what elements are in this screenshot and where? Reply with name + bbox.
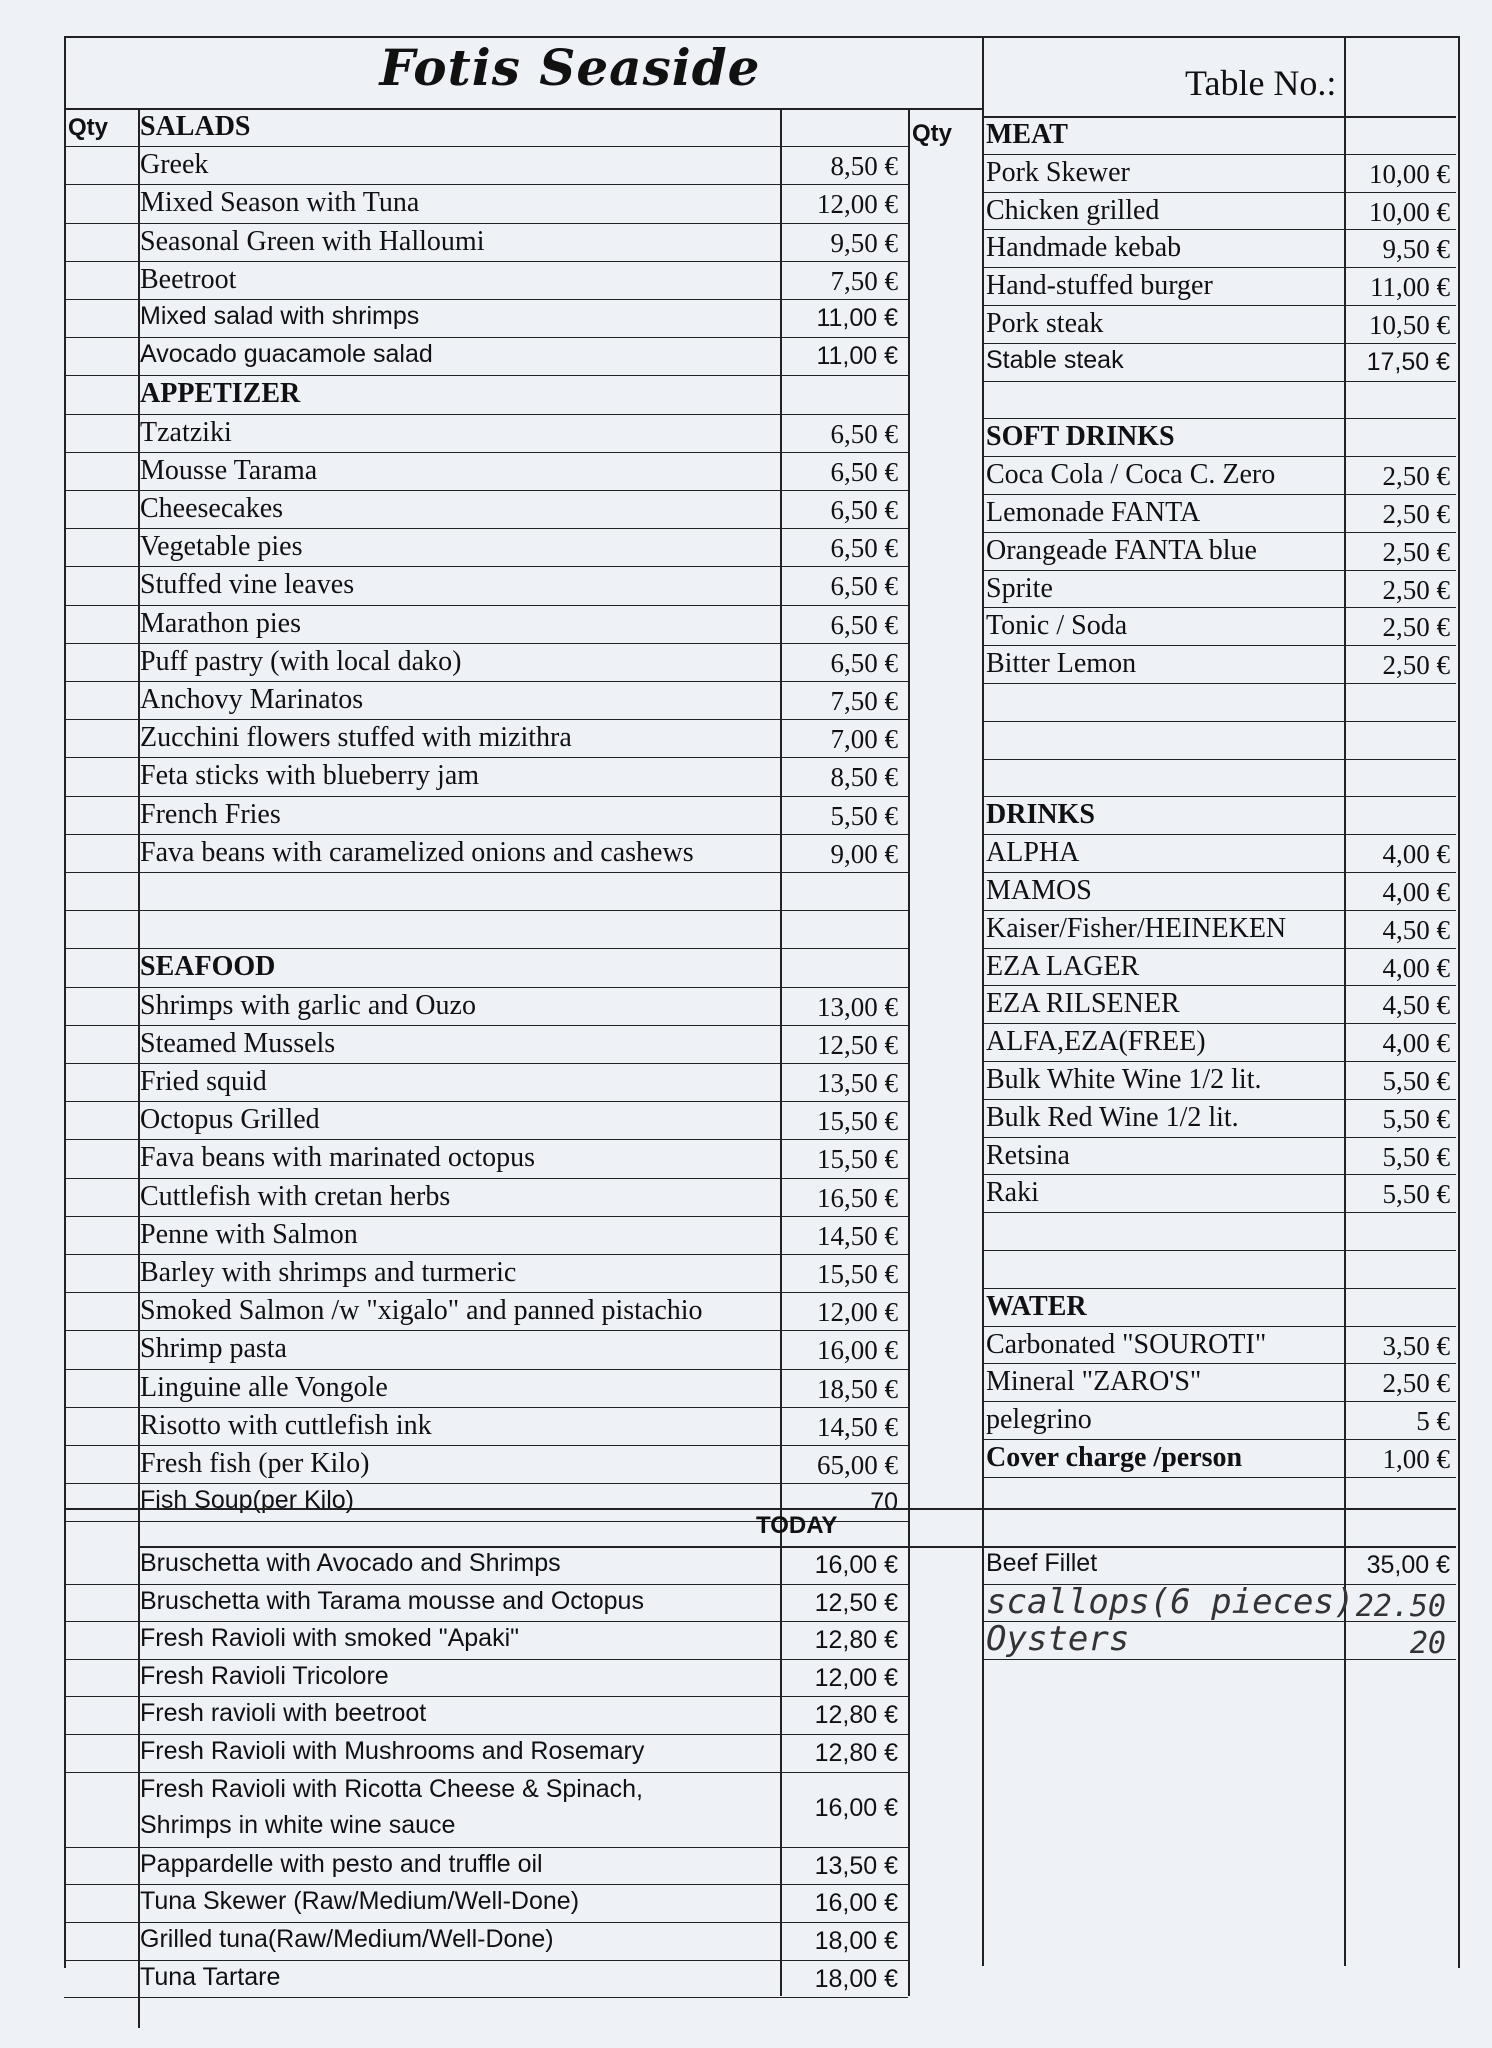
menu-item-row — [0, 1696, 902, 1734]
item-price: 2,50 € — [1382, 536, 1450, 567]
item-name: ALFA,EZA(FREE) — [986, 1026, 1206, 1058]
item-price: 4,00 € — [1382, 877, 1450, 907]
item-price: 16,00 € — [814, 1794, 898, 1823]
item-name: Fresh ravioli with beetroot — [140, 1699, 427, 1728]
item-name: Stable steak — [986, 345, 1124, 374]
item-price: 2,50 € — [1382, 650, 1450, 681]
item-name: EZA RILSENER — [986, 988, 1180, 1020]
item-name: Fresh Ravioli with smoked "Apaki" — [140, 1624, 519, 1653]
menu-item-row — [0, 456, 1450, 494]
section-header — [0, 796, 1450, 834]
row-rule — [982, 1659, 1456, 1660]
item-price: 11,00 € — [816, 304, 898, 332]
item-name: Pork Skewer — [986, 156, 1130, 188]
menu-item-row — [0, 1401, 1450, 1439]
item-name: Bruschetta with Tarama mousse and Octopus — [140, 1586, 644, 1615]
item-price: 5,50 € — [1382, 1141, 1450, 1172]
menu-item-row — [0, 570, 1450, 608]
row-rule — [64, 1997, 908, 1998]
section-header — [0, 418, 1450, 456]
item-name: Kaiser/Fisher/HEINEKEN — [986, 912, 1287, 944]
item-price: 18,00 € — [814, 1927, 898, 1955]
item-price: 6,50 € — [830, 495, 898, 525]
item-price: 17,50 € — [1366, 347, 1450, 376]
item-price: 5,50 € — [1382, 1179, 1450, 1210]
table-number-label: Table No.: — [1185, 63, 1337, 103]
item-price: 4,00 € — [1382, 839, 1450, 870]
section-header — [0, 116, 1450, 154]
item-name: Linguine alle Vongole — [140, 1371, 388, 1403]
item-name: Avocado guacamole salad — [140, 340, 433, 369]
item-name: Bitter Lemon — [986, 648, 1137, 680]
item-name: Puff pastry (with local dako) — [140, 645, 462, 677]
item-price: 12,50 € — [814, 1588, 898, 1617]
section-title: MEAT — [986, 119, 1068, 150]
menu-item-row — [0, 1581, 1450, 1624]
menu-item-row — [0, 267, 1450, 305]
item-name: Carbonated "SOUROTI" — [986, 1328, 1267, 1360]
item-price: 9,50 € — [1382, 234, 1450, 265]
item-name: Fish Soup(per Kilo) — [140, 1486, 354, 1515]
item-name: Shrimps with garlic and Ouzo — [140, 989, 476, 1021]
item-price: 5,50 € — [830, 800, 898, 831]
item-name: EZA LAGER — [986, 950, 1140, 982]
menu-item-row — [0, 1960, 902, 1998]
item-price: 9,50 € — [830, 227, 898, 258]
section-title: SOFT DRINKS — [986, 421, 1175, 453]
item-price: 12,00 € — [814, 1663, 898, 1692]
menu-item-row — [0, 1734, 902, 1772]
item-price: 35,00 € — [1366, 1551, 1450, 1579]
today-label: TODAY — [756, 1512, 838, 1539]
item-price: 5,50 € — [1382, 1066, 1450, 1096]
item-name: Pappardelle with pesto and truffle oil — [140, 1849, 543, 1878]
item-price: 2,50 € — [1382, 1368, 1450, 1399]
section-header — [0, 1288, 1450, 1326]
item-name: Shrimp pasta — [140, 1333, 287, 1365]
item-price: 4,50 € — [1382, 990, 1450, 1021]
item-name: Zucchini flowers stuffed with mizithra — [140, 722, 572, 754]
item-name: pelegrino — [986, 1404, 1092, 1436]
menu-item-row — [0, 872, 1450, 910]
item-price: 11,00 € — [816, 342, 898, 371]
item-price: 6,50 € — [830, 418, 898, 449]
menu-item-row — [0, 305, 1450, 343]
item-price: 7,50 € — [830, 686, 898, 716]
menu-item-row — [0, 1023, 1450, 1061]
item-name: Vegetable pies — [140, 531, 303, 563]
item-name: Mousse Tarama — [140, 454, 318, 486]
item-price: 16,00 € — [817, 1335, 898, 1366]
item-price: 2,50 € — [1382, 461, 1450, 492]
item-price: 2,50 € — [1382, 574, 1450, 605]
item-name: Mixed Season with Tuna — [140, 187, 420, 219]
restaurant-title: Fotis Seaside — [379, 38, 761, 97]
menu-item-row — [0, 381, 1450, 419]
item-name: Fava beans with marinated octopus — [140, 1142, 536, 1174]
item-name: Mixed salad with shrimps — [140, 302, 420, 330]
item-price: 4,00 € — [1382, 952, 1450, 983]
item-name-line-2: Shrimps in white wine sauce — [140, 1811, 456, 1840]
menu-item-row — [0, 192, 1450, 230]
section-title: DRINKS — [986, 799, 1095, 831]
item-name: Octopus Grilled — [140, 1104, 320, 1136]
item-price: 3,50 € — [1382, 1330, 1450, 1361]
section-title: APPETIZER — [140, 378, 301, 410]
item-name: Seasonal Green with Halloumi — [140, 225, 485, 257]
item-name: Retsina — [986, 1139, 1070, 1171]
menu-item-row — [0, 1061, 1450, 1099]
item-name: Stuffed vine leaves — [140, 569, 355, 601]
item-name: Steamed Mussels — [140, 1027, 336, 1059]
item-name: Anchovy Marinatos — [140, 684, 364, 715]
item-price: 12,50 € — [817, 1029, 898, 1060]
menu-item-row — [0, 1659, 902, 1697]
item-price: 9,00 € — [830, 838, 898, 869]
menu-item-row — [0, 834, 1450, 872]
item-price: 13,50 € — [817, 1068, 898, 1098]
item-name: Pork steak — [986, 308, 1104, 339]
item-name: Barley with shrimps and turmeric — [140, 1257, 517, 1288]
item-name: MAMOS — [986, 875, 1092, 906]
item-name: Smoked Salmon /w "xigalo" and panned pistachio — [140, 1295, 703, 1327]
item-name: scallops(6 pieces) — [986, 1581, 1355, 1622]
item-name: Orangeade FANTA blue — [986, 534, 1257, 566]
item-price: 65,00 € — [817, 1450, 898, 1480]
item-price: 12,80 € — [814, 1626, 898, 1655]
item-name: Cuttlefish with cretan herbs — [140, 1180, 451, 1212]
menu-item-row — [0, 759, 1450, 797]
item-price: 4,00 € — [1382, 1028, 1450, 1059]
menu-item-row — [0, 1326, 1450, 1364]
menu-item-row — [0, 343, 1450, 381]
item-price: 12,00 € — [817, 189, 898, 220]
menu-item-row — [0, 532, 1450, 570]
item-price: 7,00 € — [830, 724, 898, 755]
menu-item-row — [0, 985, 1450, 1023]
today-divider — [64, 1508, 1456, 1510]
item-price: 6,50 € — [830, 456, 898, 487]
item-name: Tonic / Soda — [986, 610, 1128, 642]
menu-item-row — [0, 229, 1450, 267]
item-name: Fava beans with caramelized onions and cashews — [140, 836, 694, 868]
menu-item-row — [0, 948, 1450, 986]
menu-item-row — [0, 1847, 902, 1885]
item-name: Marathon pies — [140, 607, 301, 639]
menu-item-row — [0, 607, 1450, 645]
menu-item-row — [0, 683, 1450, 721]
section-title: SALADS — [140, 111, 251, 142]
item-price: 10,00 € — [1369, 196, 1450, 227]
item-name: Hand-stuffed burger — [986, 270, 1213, 302]
item-price: 1,00 € — [1382, 1444, 1450, 1474]
item-price: 5,50 € — [1382, 1103, 1450, 1134]
item-price: 16,00 € — [814, 1551, 898, 1579]
menu-item-row — [0, 1884, 902, 1922]
item-name: Tuna Tartare — [140, 1962, 281, 1991]
item-price: 70 — [870, 1488, 898, 1517]
item-name: Risotto with cuttlefish ink — [140, 1409, 432, 1441]
item-price: 22.50 — [1355, 1588, 1446, 1624]
menu-item-row — [0, 645, 1450, 683]
menu-item-row — [0, 1137, 1450, 1175]
item-price: 2,50 € — [1382, 612, 1450, 643]
item-name: Chicken grilled — [986, 194, 1160, 226]
menu-item-row — [0, 1099, 1450, 1137]
menu-item-row — [0, 721, 1450, 759]
item-name: Greek — [140, 149, 209, 181]
item-price: 18,00 € — [814, 1964, 898, 1993]
item-price: 8,50 € — [830, 762, 898, 793]
item-name: Bulk Red Wine 1/2 lit. — [986, 1101, 1239, 1133]
item-price: 6,50 € — [830, 571, 898, 602]
item-name: ALPHA — [986, 837, 1080, 869]
menu-item-row — [0, 910, 1450, 948]
item-price: 12,80 € — [814, 1701, 898, 1730]
item-name: Fresh Ravioli with Ricotta Cheese & Spinach, — [140, 1774, 644, 1803]
item-name: Fresh fish (per Kilo) — [140, 1448, 370, 1479]
item-name: Raki — [986, 1177, 1039, 1209]
item-price: 18,50 € — [817, 1373, 898, 1404]
item-name: Handmade kebab — [986, 232, 1182, 264]
section-title: WATER — [986, 1290, 1087, 1322]
qty-header-left: Qty — [68, 114, 109, 141]
item-price: 4,50 € — [1382, 914, 1450, 945]
item-name: Cover charge /person — [986, 1442, 1243, 1473]
item-price: 13,00 € — [817, 991, 898, 1022]
item-name: Tzatziki — [140, 416, 232, 448]
menu-item-row — [0, 1363, 1450, 1401]
item-price: 6,50 € — [830, 609, 898, 640]
menu-item-row — [0, 1922, 902, 1960]
item-name: Mineral "ZARO'S" — [986, 1366, 1202, 1398]
menu-item-row — [0, 1546, 1450, 1584]
item-name: Lemonade FANTA — [986, 497, 1201, 528]
item-name: Bulk White Wine 1/2 lit. — [986, 1064, 1262, 1095]
item-name: Sprite — [986, 572, 1053, 604]
item-name: Fried squid — [140, 1066, 267, 1097]
item-price: 8,50 € — [830, 151, 898, 182]
item-price: 15,50 € — [817, 1106, 898, 1137]
menu-item-row — [0, 494, 1450, 532]
item-price: 5 € — [1416, 1406, 1450, 1437]
item-price: 20 — [1409, 1626, 1446, 1662]
menu-item-row — [0, 154, 1450, 192]
item-name: Beef Fillet — [986, 1549, 1098, 1577]
item-price: 16,50 € — [817, 1182, 898, 1213]
item-price: 14,50 € — [817, 1411, 898, 1442]
item-price: 2,50 € — [1382, 499, 1450, 529]
qty-header-right: Qty — [912, 120, 953, 147]
item-price: 12,80 € — [814, 1739, 898, 1767]
item-price: 10,00 € — [1369, 158, 1450, 189]
item-name: Penne with Salmon — [140, 1218, 358, 1250]
item-name: Feta sticks with blueberry jam — [140, 760, 480, 792]
item-name: Beetroot — [140, 263, 237, 295]
item-price: 16,00 € — [814, 1889, 898, 1918]
item-name: Fresh Ravioli Tricolore — [140, 1661, 389, 1690]
row-rule — [982, 1477, 1456, 1478]
item-price: 15,50 € — [817, 1144, 898, 1175]
item-price: 13,50 € — [814, 1851, 898, 1880]
item-name: Bruschetta with Avocado and Shrimps — [140, 1549, 561, 1577]
menu-item-row — [0, 1772, 902, 1847]
menu-item-row — [0, 1439, 1450, 1477]
menu-item-row — [0, 1212, 1450, 1250]
item-price: 6,50 € — [830, 647, 898, 678]
item-name: Cheesecakes — [140, 493, 284, 524]
item-name: Fresh Ravioli with Mushrooms and Rosemary — [140, 1737, 645, 1765]
item-name: Oysters — [986, 1619, 1130, 1660]
item-price: 12,00 € — [817, 1297, 898, 1328]
item-price: 7,50 € — [830, 265, 898, 296]
item-name: Grilled tuna(Raw/Medium/Well-Done) — [140, 1925, 554, 1953]
item-price: 14,50 € — [817, 1220, 898, 1251]
item-price: 10,50 € — [1369, 310, 1450, 340]
menu-item-row — [0, 1619, 1450, 1662]
section-title: SEAFOOD — [140, 951, 276, 983]
item-price: 6,50 € — [830, 533, 898, 564]
menu-item-row — [0, 1250, 1450, 1288]
item-price: 11,00 € — [1370, 272, 1450, 303]
menu-item-row — [0, 1174, 1450, 1212]
item-price: 15,50 € — [817, 1259, 898, 1289]
item-name: Coca Cola / Coca C. Zero — [986, 459, 1276, 491]
item-name: French Fries — [140, 798, 281, 830]
item-name: Tuna Skewer (Raw/Medium/Well-Done) — [140, 1887, 580, 1916]
